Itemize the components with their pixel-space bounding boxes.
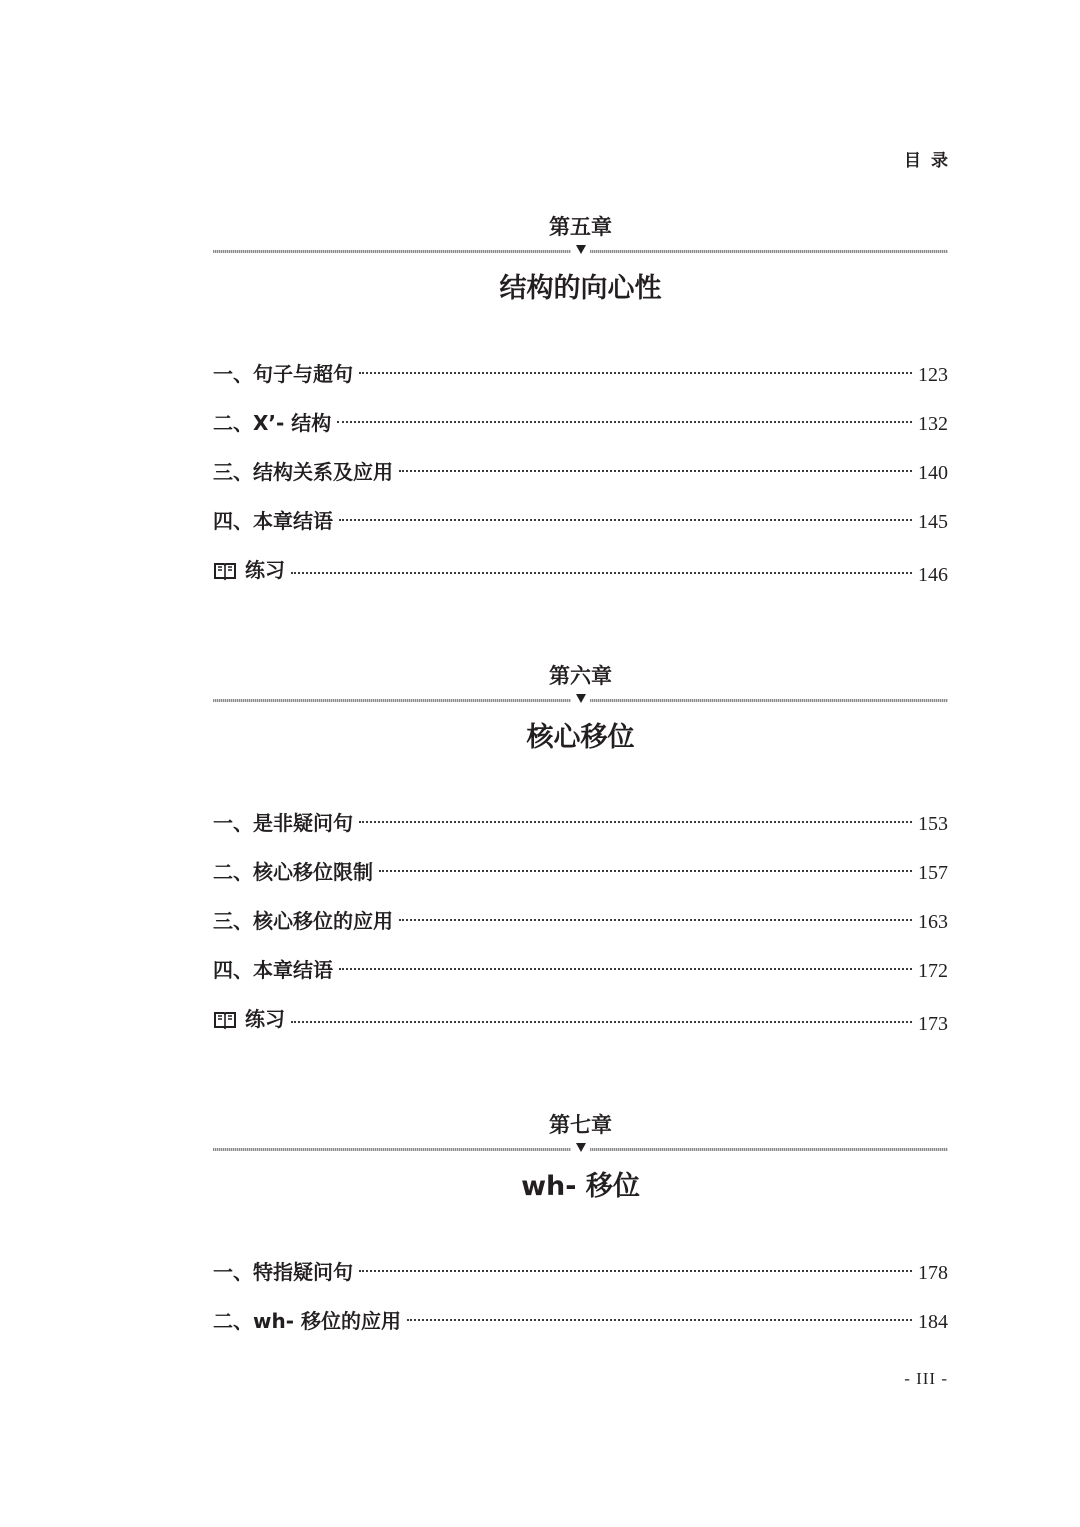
toc-entry-label: 三、结构关系及应用 [213, 460, 393, 484]
toc-entry-label: 一、是非疑问句 [213, 811, 353, 835]
toc-entry[interactable] [213, 897, 948, 946]
toc-entry[interactable] [213, 1248, 948, 1297]
toc-entry-label: 二、X’- 结构 [213, 411, 332, 435]
toc-entry-label-wrap [213, 546, 285, 595]
toc-entry-page: 184 [918, 1311, 948, 1333]
toc-entry-exercise[interactable] [213, 546, 948, 595]
triangle-down-icon [576, 1143, 586, 1152]
triangle-down-icon [576, 694, 586, 703]
running-head: 目录 [904, 151, 958, 171]
toc-entry-label: 四、本章结语 [213, 958, 333, 982]
toc-entry-page: 132 [918, 413, 948, 435]
toc-entry[interactable] [213, 848, 948, 897]
triangle-down-icon [576, 245, 586, 254]
book-icon [213, 561, 237, 581]
chapter-title: wh- 移位 [521, 1171, 640, 1202]
toc-entry-page: 157 [918, 862, 948, 884]
chapter-7 [213, 1110, 948, 1346]
dot-leader [407, 1319, 912, 1321]
toc-list [213, 1248, 948, 1346]
page-number: - III - [904, 1369, 948, 1388]
toc-entry[interactable] [213, 350, 948, 399]
toc-entry-label: 一、句子与超句 [213, 362, 353, 386]
dot-leader [291, 1021, 912, 1023]
toc-entry-label: 三、核心移位的应用 [213, 909, 393, 933]
chapter-divider [213, 694, 948, 708]
chapter-title: 核心移位 [526, 722, 635, 753]
dot-leader [359, 1270, 912, 1272]
toc-entry-page: 153 [918, 813, 948, 835]
chapter-divider [213, 245, 948, 259]
toc-entry-page: 145 [918, 511, 948, 533]
dot-leader [337, 421, 912, 423]
book-icon [213, 1010, 237, 1030]
dot-leader [359, 372, 912, 374]
chapter-number: 第六章 [549, 664, 612, 688]
toc-entry-label: 练习 [245, 558, 285, 582]
dot-leader [379, 870, 912, 872]
toc-entry[interactable] [213, 497, 948, 546]
toc-entry-label: 四、本章结语 [213, 509, 333, 533]
toc-entry[interactable] [213, 1297, 948, 1346]
chapter-divider [213, 1143, 948, 1157]
toc-entry[interactable] [213, 448, 948, 497]
toc-entry-page: 146 [918, 563, 948, 586]
toc-entry-page: 123 [918, 364, 948, 386]
toc-entry-label: 二、核心移位限制 [213, 860, 373, 884]
chapter-title: 结构的向心性 [499, 273, 662, 304]
toc-entry-exercise[interactable] [213, 995, 948, 1044]
toc-entry-page: 140 [918, 462, 948, 484]
toc-entry-label-wrap [213, 995, 285, 1044]
dot-leader [399, 470, 912, 472]
dot-leader [399, 919, 912, 921]
toc-entry-page: 178 [918, 1262, 948, 1284]
dot-leader [339, 519, 912, 521]
dot-leader [291, 572, 912, 574]
toc-entry[interactable] [213, 799, 948, 848]
chapter-6 [213, 661, 948, 1044]
toc-entry-label: 一、特指疑问句 [213, 1260, 353, 1284]
toc-entry-label: 练习 [245, 1007, 285, 1031]
toc-entry[interactable] [213, 399, 948, 448]
toc-entry-page: 172 [918, 960, 948, 982]
toc-list [213, 350, 948, 595]
toc-entry-page: 163 [918, 911, 948, 933]
toc-entry-label: 二、wh- 移位的应用 [213, 1309, 401, 1333]
toc-list [213, 799, 948, 1044]
chapter-5 [213, 212, 948, 595]
dot-leader [339, 968, 912, 970]
chapter-number: 第五章 [549, 215, 612, 239]
dot-leader [359, 821, 912, 823]
chapter-number: 第七章 [549, 1113, 612, 1137]
toc-entry-page: 173 [918, 1012, 948, 1035]
toc-entry[interactable] [213, 946, 948, 995]
